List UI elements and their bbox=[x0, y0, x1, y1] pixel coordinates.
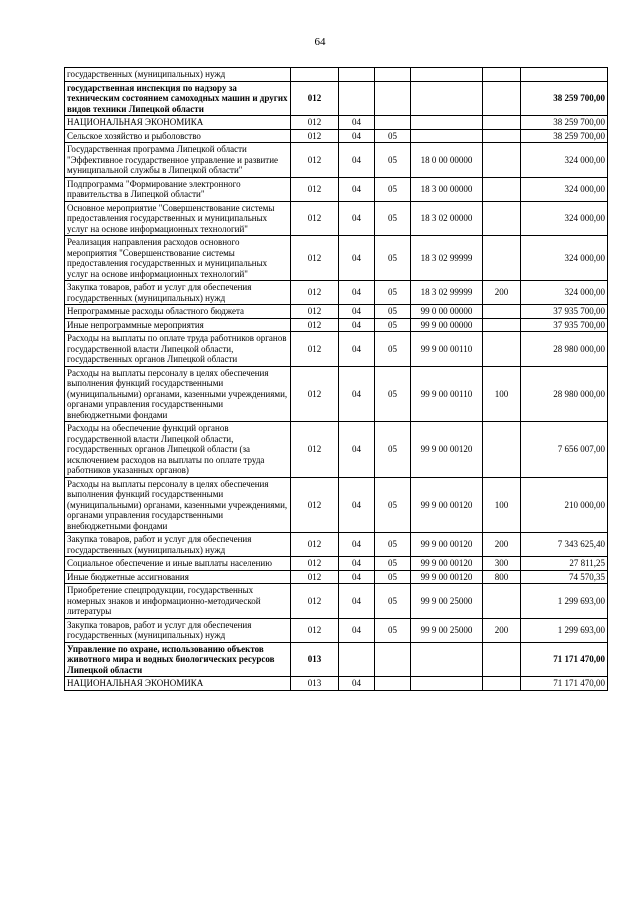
row-name-cell: Непрограммные расходы областного бюджета bbox=[65, 305, 291, 319]
ved-code-cell: 012 bbox=[291, 177, 339, 201]
target-article-cell: 99 9 00 00000 bbox=[411, 318, 483, 332]
table-row bbox=[65, 533, 608, 557]
amount-cell: 7 343 625,40 bbox=[521, 533, 608, 557]
row-name-cell: Иные непрограммные мероприятия bbox=[65, 318, 291, 332]
ved-code-cell: 012 bbox=[291, 129, 339, 143]
section-code-cell: 04 bbox=[339, 618, 375, 642]
table-row bbox=[65, 642, 608, 677]
subsection-code-cell bbox=[375, 116, 411, 130]
expense-type-cell: 100 bbox=[483, 477, 521, 533]
subsection-code-cell: 05 bbox=[375, 422, 411, 478]
table-row bbox=[65, 129, 608, 143]
subsection-code-cell bbox=[375, 642, 411, 677]
table-row bbox=[65, 584, 608, 619]
amount-cell: 1 299 693,00 bbox=[521, 618, 608, 642]
section-code-cell: 04 bbox=[339, 177, 375, 201]
ved-code-cell: 012 bbox=[291, 143, 339, 178]
target-article-cell: 18 3 02 99999 bbox=[411, 281, 483, 305]
target-article-cell bbox=[411, 129, 483, 143]
expense-type-cell bbox=[483, 177, 521, 201]
ved-code-cell: 012 bbox=[291, 557, 339, 571]
table-row bbox=[65, 677, 608, 691]
row-name-cell: Сельское хозяйство и рыболовство bbox=[65, 129, 291, 143]
ved-code-cell: 012 bbox=[291, 618, 339, 642]
table-body bbox=[65, 68, 608, 691]
target-article-cell: 18 3 02 99999 bbox=[411, 236, 483, 281]
subsection-code-cell: 05 bbox=[375, 557, 411, 571]
section-code-cell: 04 bbox=[339, 201, 375, 236]
section-code-cell: 04 bbox=[339, 129, 375, 143]
row-name-cell: НАЦИОНАЛЬНАЯ ЭКОНОМИКА bbox=[65, 116, 291, 130]
subsection-code-cell: 05 bbox=[375, 201, 411, 236]
expense-type-cell bbox=[483, 129, 521, 143]
target-article-cell: 99 9 00 00120 bbox=[411, 570, 483, 584]
amount-cell: 74 570,35 bbox=[521, 570, 608, 584]
table-row bbox=[65, 477, 608, 533]
row-name-cell: Приобретение спецпродукции, государственных номерных знаков и информационно-методической литературы bbox=[65, 584, 291, 619]
subsection-code-cell: 05 bbox=[375, 129, 411, 143]
subsection-code-cell: 05 bbox=[375, 305, 411, 319]
row-name-cell: НАЦИОНАЛЬНАЯ ЭКОНОМИКА bbox=[65, 677, 291, 691]
expense-type-cell bbox=[483, 332, 521, 367]
table-row bbox=[65, 557, 608, 571]
target-article-cell: 99 9 00 00120 bbox=[411, 557, 483, 571]
table-row bbox=[65, 305, 608, 319]
subsection-code-cell: 05 bbox=[375, 281, 411, 305]
ved-code-cell: 012 bbox=[291, 116, 339, 130]
amount-cell: 28 980 000,00 bbox=[521, 332, 608, 367]
expense-type-cell: 200 bbox=[483, 533, 521, 557]
target-article-cell: 18 0 00 00000 bbox=[411, 143, 483, 178]
table-row bbox=[65, 318, 608, 332]
amount-cell: 38 259 700,00 bbox=[521, 81, 608, 116]
section-code-cell bbox=[339, 642, 375, 677]
target-article-cell: 99 9 00 00120 bbox=[411, 533, 483, 557]
amount-cell: 210 000,00 bbox=[521, 477, 608, 533]
target-article-cell: 99 9 00 00110 bbox=[411, 366, 483, 422]
expense-type-cell bbox=[483, 201, 521, 236]
amount-cell: 324 000,00 bbox=[521, 201, 608, 236]
row-name-cell: Расходы на выплаты персоналу в целях обеспечения выполнения функций государственными (муниципальными) органами, казенными учреждениями, органами управления государственными внебюджетными фондами bbox=[65, 366, 291, 422]
row-name-cell: Социальное обеспечение и иные выплаты населению bbox=[65, 557, 291, 571]
table-row bbox=[65, 116, 608, 130]
row-name-cell: государственная инспекция по надзору за техническим состоянием самоходных машин и других видов техники Липецкой области bbox=[65, 81, 291, 116]
table-row bbox=[65, 422, 608, 478]
section-code-cell: 04 bbox=[339, 584, 375, 619]
section-code-cell bbox=[339, 68, 375, 82]
table-row bbox=[65, 332, 608, 367]
amount-cell: 324 000,00 bbox=[521, 236, 608, 281]
amount-cell: 7 656 007,00 bbox=[521, 422, 608, 478]
expense-type-cell: 100 bbox=[483, 366, 521, 422]
expense-type-cell: 800 bbox=[483, 570, 521, 584]
expense-type-cell bbox=[483, 116, 521, 130]
section-code-cell: 04 bbox=[339, 116, 375, 130]
section-code-cell: 04 bbox=[339, 422, 375, 478]
amount-cell: 71 171 470,00 bbox=[521, 642, 608, 677]
target-article-cell: 99 9 00 00120 bbox=[411, 477, 483, 533]
subsection-code-cell: 05 bbox=[375, 584, 411, 619]
expense-type-cell: 200 bbox=[483, 281, 521, 305]
section-code-cell: 04 bbox=[339, 318, 375, 332]
target-article-cell: 99 9 00 25000 bbox=[411, 618, 483, 642]
expense-type-cell bbox=[483, 81, 521, 116]
table-row bbox=[65, 570, 608, 584]
row-name-cell: государственных (муниципальных) нужд bbox=[65, 68, 291, 82]
ved-code-cell: 013 bbox=[291, 642, 339, 677]
amount-cell: 38 259 700,00 bbox=[521, 129, 608, 143]
target-article-cell: 18 3 02 00000 bbox=[411, 201, 483, 236]
table-row bbox=[65, 236, 608, 281]
target-article-cell: 18 3 00 00000 bbox=[411, 177, 483, 201]
expense-type-cell bbox=[483, 422, 521, 478]
section-code-cell bbox=[339, 81, 375, 116]
expense-type-cell bbox=[483, 677, 521, 691]
section-code-cell: 04 bbox=[339, 281, 375, 305]
subsection-code-cell: 05 bbox=[375, 366, 411, 422]
table-row bbox=[65, 366, 608, 422]
ved-code-cell: 012 bbox=[291, 281, 339, 305]
amount-cell: 37 935 700,00 bbox=[521, 318, 608, 332]
expense-type-cell: 300 bbox=[483, 557, 521, 571]
target-article-cell bbox=[411, 642, 483, 677]
ved-code-cell: 012 bbox=[291, 81, 339, 116]
subsection-code-cell: 05 bbox=[375, 143, 411, 178]
subsection-code-cell: 05 bbox=[375, 177, 411, 201]
expense-type-cell bbox=[483, 584, 521, 619]
target-article-cell: 99 9 00 25000 bbox=[411, 584, 483, 619]
expense-type-cell bbox=[483, 642, 521, 677]
ved-code-cell: 012 bbox=[291, 201, 339, 236]
budget-table bbox=[64, 67, 608, 691]
subsection-code-cell: 05 bbox=[375, 533, 411, 557]
row-name-cell: Расходы на выплаты по оплате труда работников органов государственной власти Липецкой области, государственных органов Липецкой области bbox=[65, 332, 291, 367]
target-article-cell: 99 9 00 00120 bbox=[411, 422, 483, 478]
expense-type-cell bbox=[483, 318, 521, 332]
table-row bbox=[65, 81, 608, 116]
ved-code-cell: 012 bbox=[291, 570, 339, 584]
ved-code-cell: 012 bbox=[291, 422, 339, 478]
section-code-cell: 04 bbox=[339, 366, 375, 422]
section-code-cell: 04 bbox=[339, 143, 375, 178]
amount-cell: 71 171 470,00 bbox=[521, 677, 608, 691]
row-name-cell: Подпрограмма "Формирование электронного правительства в Липецкой области" bbox=[65, 177, 291, 201]
section-code-cell: 04 bbox=[339, 332, 375, 367]
table-row bbox=[65, 68, 608, 82]
page-number: 64 bbox=[314, 36, 326, 48]
amount-cell bbox=[521, 68, 608, 82]
table-row bbox=[65, 618, 608, 642]
target-article-cell bbox=[411, 677, 483, 691]
subsection-code-cell bbox=[375, 68, 411, 82]
amount-cell: 37 935 700,00 bbox=[521, 305, 608, 319]
section-code-cell: 04 bbox=[339, 533, 375, 557]
table-row bbox=[65, 201, 608, 236]
ved-code-cell: 012 bbox=[291, 236, 339, 281]
ved-code-cell: 012 bbox=[291, 533, 339, 557]
expense-type-cell bbox=[483, 305, 521, 319]
target-article-cell: 99 9 00 00110 bbox=[411, 332, 483, 367]
subsection-code-cell: 05 bbox=[375, 477, 411, 533]
expense-type-cell bbox=[483, 143, 521, 178]
expense-type-cell bbox=[483, 236, 521, 281]
row-name-cell: Иные бюджетные ассигнования bbox=[65, 570, 291, 584]
ved-code-cell: 012 bbox=[291, 318, 339, 332]
amount-cell: 1 299 693,00 bbox=[521, 584, 608, 619]
row-name-cell: Управление по охране, использованию объектов животного мира и водных биологических ресурсов Липецкой области bbox=[65, 642, 291, 677]
amount-cell: 324 000,00 bbox=[521, 143, 608, 178]
row-name-cell: Государственная программа Липецкой области "Эффективное государственное управление и развитие муниципальной службы в Липецкой области" bbox=[65, 143, 291, 178]
row-name-cell: Закупка товаров, работ и услуг для обеспечения государственных (муниципальных) нужд bbox=[65, 533, 291, 557]
row-name-cell: Основное мероприятие "Совершенствование системы предоставления государственных и муниципальных услуг на основе информационных технологий" bbox=[65, 201, 291, 236]
target-article-cell: 99 0 00 00000 bbox=[411, 305, 483, 319]
subsection-code-cell: 05 bbox=[375, 236, 411, 281]
section-code-cell: 04 bbox=[339, 557, 375, 571]
ved-code-cell: 012 bbox=[291, 366, 339, 422]
amount-cell: 324 000,00 bbox=[521, 177, 608, 201]
expense-type-cell: 200 bbox=[483, 618, 521, 642]
row-name-cell: Закупка товаров, работ и услуг для обеспечения государственных (муниципальных) нужд bbox=[65, 618, 291, 642]
amount-cell: 38 259 700,00 bbox=[521, 116, 608, 130]
row-name-cell: Расходы на обеспечение функций органов государственной власти Липецкой области, государственных органов Липецкой области (за исключением расходов на выплаты по оплате труда работников указанных органов) bbox=[65, 422, 291, 478]
section-code-cell: 04 bbox=[339, 677, 375, 691]
subsection-code-cell bbox=[375, 81, 411, 116]
target-article-cell bbox=[411, 81, 483, 116]
subsection-code-cell: 05 bbox=[375, 570, 411, 584]
ved-code-cell: 012 bbox=[291, 477, 339, 533]
target-article-cell bbox=[411, 116, 483, 130]
ved-code-cell: 013 bbox=[291, 677, 339, 691]
section-code-cell: 04 bbox=[339, 477, 375, 533]
section-code-cell: 04 bbox=[339, 236, 375, 281]
target-article-cell bbox=[411, 68, 483, 82]
expense-type-cell bbox=[483, 68, 521, 82]
ved-code-cell: 012 bbox=[291, 332, 339, 367]
section-code-cell: 04 bbox=[339, 305, 375, 319]
row-name-cell: Расходы на выплаты персоналу в целях обеспечения выполнения функций государственными (муниципальными) органами, казенными учреждениями, органами управления государственными внебюджетными фондами bbox=[65, 477, 291, 533]
section-code-cell: 04 bbox=[339, 570, 375, 584]
row-name-cell: Реализация направления расходов основного мероприятия "Совершенствование системы предоставления государственных и муниципальных услуг на основе информационных технологий" bbox=[65, 236, 291, 281]
subsection-code-cell: 05 bbox=[375, 332, 411, 367]
amount-cell: 27 811,25 bbox=[521, 557, 608, 571]
table-row bbox=[65, 281, 608, 305]
row-name-cell: Закупка товаров, работ и услуг для обеспечения государственных (муниципальных) нужд bbox=[65, 281, 291, 305]
amount-cell: 324 000,00 bbox=[521, 281, 608, 305]
ved-code-cell bbox=[291, 68, 339, 82]
ved-code-cell: 012 bbox=[291, 584, 339, 619]
table-row bbox=[65, 177, 608, 201]
amount-cell: 28 980 000,00 bbox=[521, 366, 608, 422]
subsection-code-cell: 05 bbox=[375, 618, 411, 642]
ved-code-cell: 012 bbox=[291, 305, 339, 319]
subsection-code-cell bbox=[375, 677, 411, 691]
subsection-code-cell: 05 bbox=[375, 318, 411, 332]
table-row bbox=[65, 143, 608, 178]
